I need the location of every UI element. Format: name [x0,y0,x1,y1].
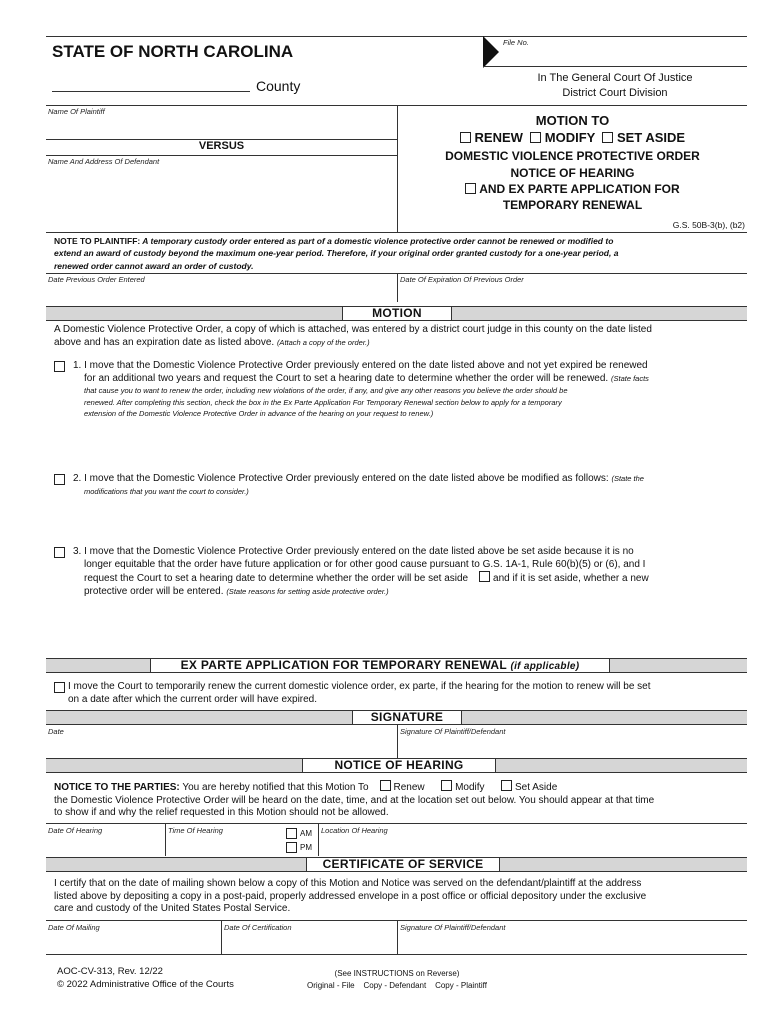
certificate-line-2: listed above by depositing a copy in a post-paid, properly addressed envelope in a post office or official depository under the exclusive [54,890,647,902]
defendant-field[interactable] [46,168,396,230]
motion-heading: MOTION [342,306,452,321]
ex-parte-heading-note: (if applicable) [510,661,580,672]
notice-heading: NOTICE OF HEARING [302,758,496,773]
modifications-field[interactable] [84,500,739,542]
motion-to-title: MOTION TO [535,113,610,128]
mailing-date-field[interactable] [46,933,220,952]
hearing-time-field[interactable] [166,836,284,854]
pm-label: PM [300,843,312,852]
certificate-signature-label: Signature Of Plaintiff/Defendant [400,923,506,932]
form-number: AOC-CV-313, Rev. 12/22 [57,966,163,977]
modify-checkbox[interactable] [530,132,541,143]
notice-set-aside-label: Set Aside [515,782,558,793]
plaintiff-field[interactable] [46,117,396,137]
motion-intro-note: (Attach a copy of the order.) [276,337,370,347]
motion-item-3 [73,546,649,598]
ex-parte-heading-text: EX PARTE APPLICATION FOR TEMPORARY RENEWAL [180,658,507,672]
renew-motion-checkbox[interactable] [54,361,65,372]
certification-date-label: Date Of Certification [224,923,292,932]
motion-options [400,130,745,145]
mailing-date-label: Date Of Mailing [48,923,100,932]
copy-distribution: Original - File Copy - Defendant Copy - Plaintiff [307,981,487,990]
am-checkbox[interactable] [286,828,297,839]
ex-parte-title [400,182,745,196]
item-3-line-2: longer equitable that the order have future application or for other good cause pursuant to G.S. 1A-1, Rule 60(b)(5) or (6), and I [84,558,646,570]
item-1-line-2-note: (State facts [610,373,649,383]
ex-parte-text [68,681,651,706]
modify-motion-checkbox[interactable] [54,474,65,485]
notice-modify-label: Modify [455,782,485,793]
statute-citation: G.S. 50B-3(b), (b2) [672,220,745,230]
hearing-time-label: Time Of Hearing [168,826,223,835]
certificate-line-1: I certify that on the date of mailing shown below a copy of this Motion and Notice was served on the defendant/plaintiff at the address [54,878,642,889]
dvpo-title: DOMESTIC VIOLENCE PROTECTIVE ORDER [445,149,700,163]
notice-set-aside-checkbox[interactable] [501,780,512,791]
signature-date-label: Date [48,727,64,736]
item-3-line-1: 3. I move that the Domestic Violence Protective Order previously entered on the date listed above be set aside because it is no [73,546,634,557]
date-expiration-field[interactable] [398,285,746,301]
state-title: STATE OF NORTH CAROLINA [52,42,294,61]
certificate-heading: CERTIFICATE OF SERVICE [306,857,500,872]
item-2-line-1: 2. I move that the Domestic Violence Protective Order previously entered on the date listed above be modified as follows: [73,473,609,484]
county-label: County [256,78,301,94]
signature-date-field[interactable] [46,737,396,755]
note-line-2: extend an award of custody beyond the maximum one-year period. Therefore, if your original order granted custody for a one-year period, a [54,248,619,259]
item-3-line-4-note: (State reasons for setting aside protective order.) [226,586,389,596]
hearing-date-label: Date Of Hearing [48,826,103,835]
motion-item-1 [73,360,649,420]
renew-reasons-field[interactable] [84,428,739,470]
notice-section-band [46,758,747,773]
notice-line-1: You are hereby notified that this Motion To [179,782,369,793]
date-previous-order-field[interactable] [46,285,396,301]
notice-text [54,780,654,820]
ex-parte-title-text: AND EX PARTE APPLICATION FOR [479,182,680,196]
motion-intro-line-2: above and has an expiration date as listed above. [54,336,275,348]
item-2-line-2: modifications that you want the court to consider.) [84,486,249,496]
ex-parte-heading [150,658,610,673]
notice-line-2: the Domestic Violence Protective Order will be heard on the date, time, and at the location set out below. You should appear at that time [54,794,655,806]
court-line-2: District Court Division [562,87,668,99]
item-3-line-3a: request the Court to set a hearing date to determine whether the order will be set aside [84,573,469,584]
set-aside-option-label: SET ASIDE [616,130,686,145]
item-1-line-2: for an additional two years and request the Court to set a hearing date to determine whether the order will be renewed. [84,372,609,384]
set-aside-motion-checkbox[interactable] [54,547,65,558]
notice-renew-checkbox[interactable] [380,780,391,791]
note-to-plaintiff [54,235,618,272]
date-expiration-label: Date Of Expiration Of Previous Order [400,275,524,284]
certificate-signature-field[interactable] [398,933,746,952]
hearing-location-field[interactable] [320,836,746,854]
motion-intro [54,324,652,349]
new-protective-order-checkbox[interactable] [479,571,490,582]
county-field-line[interactable] [52,91,250,92]
item-1-line-3: that cause you to want to renew the order, including new violations of the order, if any, and give any other reasons you believe the order should be [84,386,568,395]
am-label: AM [300,829,312,838]
file-arrow-icon [483,36,499,68]
set-aside-checkbox[interactable] [602,132,613,143]
notice-of-hearing-title: NOTICE OF HEARING [510,166,635,180]
certificate-line-3: care and custody of the United States Postal Service. [54,903,291,914]
defendant-label: Name And Address Of Defendant [48,157,160,166]
plaintiff-label: Name Of Plaintiff [48,107,105,116]
pm-checkbox[interactable] [286,842,297,853]
signature-section-band [46,710,747,725]
notice-line-3: to show if and why the relief requested in this Motion should not be allowed. [54,807,389,818]
renew-checkbox[interactable] [460,132,471,143]
motion-section-band [46,306,747,321]
signature-label: Signature Of Plaintiff/Defendant [400,727,506,736]
item-1-line-1: 1. I move that the Domestic Violence Protective Order previously entered on the date listed above and not yet expired be renewed [73,360,648,371]
versus-label: VERSUS [198,140,245,152]
renew-option-label: RENEW [474,130,523,145]
ex-parte-checkbox[interactable] [54,682,65,693]
temporary-renewal-title: TEMPORARY RENEWAL [502,198,643,212]
item-3-line-3b: and if it is set aside, whether a new [493,573,649,584]
modify-option-label: MODIFY [544,130,596,145]
hearing-date-field[interactable] [46,836,164,854]
notice-modify-checkbox[interactable] [441,780,452,791]
note-line-3: renewed order cannot award an order of custody. [54,260,254,271]
copyright: © 2022 Administrative Office of the Courts [57,979,234,990]
note-lead: NOTE TO PLAINTIFF: [54,236,141,246]
signature-field[interactable] [398,737,746,755]
court-line-1: In The General Court Of Justice [537,72,693,84]
hearing-location-label: Location Of Hearing [321,826,388,835]
ex-parte-line-2: on a date after which the current order will have expired. [68,693,318,705]
notice-renew-label: Renew [393,782,425,793]
item-1-line-4: renewed. After completing this section, check the box in the Ex Parte Application For Temporary Renewal section below to apply for a temporary [84,397,562,407]
item-3-line-4: protective order will be entered. [84,585,224,597]
item-2-line-1-note: (State the [611,474,644,483]
motion-intro-line-1: A Domestic Violence Protective Order, a copy of which is attached, was entered by a district court judge in this county on the date listed [54,324,652,335]
motion-item-2 [73,473,644,498]
date-previous-order-label: Date Previous Order Entered [48,275,145,284]
instructions-note: (See INSTRUCTIONS on Reverse) [334,969,460,978]
notice-lead: NOTICE TO THE PARTIES: [54,782,180,793]
ex-parte-title-checkbox[interactable] [465,183,476,194]
item-1-line-5: extension of the Domestic Violence Protective Order in advance of the hearing on your request to renew.) [84,409,434,418]
ex-parte-line-1: I move the Court to temporarily renew the current domestic violence order, ex parte, if the hearing for the motion to renew will be set [68,681,651,692]
certification-date-field[interactable] [222,933,396,952]
set-aside-reasons-field[interactable] [84,600,739,652]
certificate-text [54,878,646,916]
file-no-label: File No. [503,38,529,47]
certificate-section-band [46,857,747,872]
ex-parte-section-band [46,658,747,673]
signature-heading: SIGNATURE [352,710,462,725]
note-line-1: A temporary custody order entered as part of a domestic violence protective order cannot be renewed or modified to [140,236,614,246]
